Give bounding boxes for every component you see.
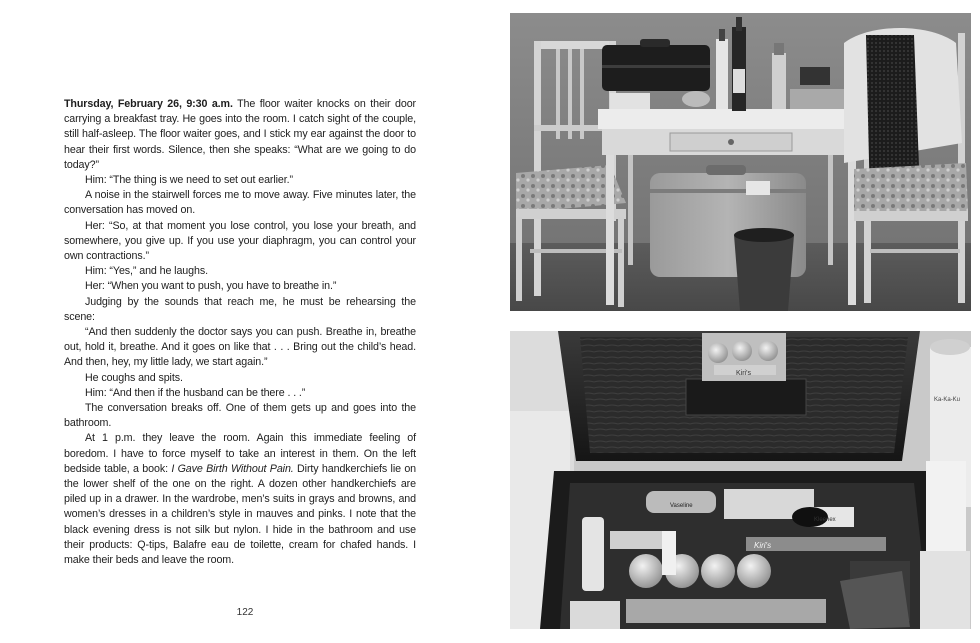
paragraph-4: Her: “So, at that moment you lose control, you lose your breath, and somewhere, you give up. If you use your diaphragm, you can control your own contractions.” <box>64 219 416 263</box>
paragraph-8: “And then suddenly the doctor says you can push. Breathe in, breathe out, hold it, breathe. And it goes on like that . . . Bring out the child’s head. And then, hey, my little lady, we start again.” <box>64 326 416 369</box>
paragraph-10: Him: “And then if the husband can be there . . .” <box>85 386 306 399</box>
photo-room-table <box>510 13 971 311</box>
right-page <box>490 0 980 643</box>
label-spray: Ka-Ka-Ku <box>934 397 961 403</box>
paragraph-1 <box>64 97 416 173</box>
page-number: 122 <box>236 607 254 618</box>
paragraph-12-start: At 1 p.m. they leave the room. Again this immediate feeling of boredom. I have to force myself to take an interest in them. On the left bedside table, a book: <box>64 432 416 475</box>
paragraph-3: A noise in the stairwell forces me to move away. Five minutes later, the conversation has moved on. <box>64 189 416 217</box>
entry-heading: Thursday, February 26, 9:30 a.m. <box>64 98 233 110</box>
diary-text <box>64 97 416 568</box>
paragraph-1-text: The floor waiter knocks on their door carrying a breakfast tray. He goes into the room. I catch sight of the couple, still half-asleep. The floor waiter goes, and I stick my ear against the door to hear their first words. Silence, then she speaks: “What are we going to do today?” <box>64 98 416 171</box>
label-vaseline: Vaseline <box>670 503 693 509</box>
book-title: I Gave Birth Without Pain. <box>171 462 294 475</box>
photo-vanity-case-image <box>510 331 971 629</box>
paragraph-9: He coughs and spits. <box>85 371 183 384</box>
paragraph-6: Her: “When you want to push, you have to breathe in.” <box>85 280 337 293</box>
label-kiris: Kiri's <box>754 541 772 550</box>
label-mirror: Kiri's <box>736 370 751 377</box>
paragraph-5: Him: “Yes,” and he laughs. <box>85 265 208 278</box>
paragraph-7: Judging by the sounds that reach me, he must be rehearsing the scene: <box>64 295 416 323</box>
photo-vanity-case <box>510 331 971 629</box>
label-kleenex: Kleenex <box>814 517 836 523</box>
paragraph-12 <box>64 431 416 568</box>
paragraph-2: Him: “The thing is we need to set out earlier.” <box>85 174 293 187</box>
photo-room-table-image <box>510 13 971 311</box>
paragraph-11: The conversation breaks off. One of them gets up and goes into the bathroom. <box>64 402 416 430</box>
paragraph-12-end: Dirty handkerchiefs lie on the lower shelf of the one on the right. A dozen other handkerchiefs are piled up in a drawer. In the wardrobe, men’s suits in grays and browns, and women’s dresses in a children’s style in mauves and pinks. I note that the black evening dress is not silk but nylon. I hide in the bathroom and use their products: Q-tips, Balafre eau de toilette, cream for chafed hands. I make their beds and leave the room. <box>64 462 417 567</box>
